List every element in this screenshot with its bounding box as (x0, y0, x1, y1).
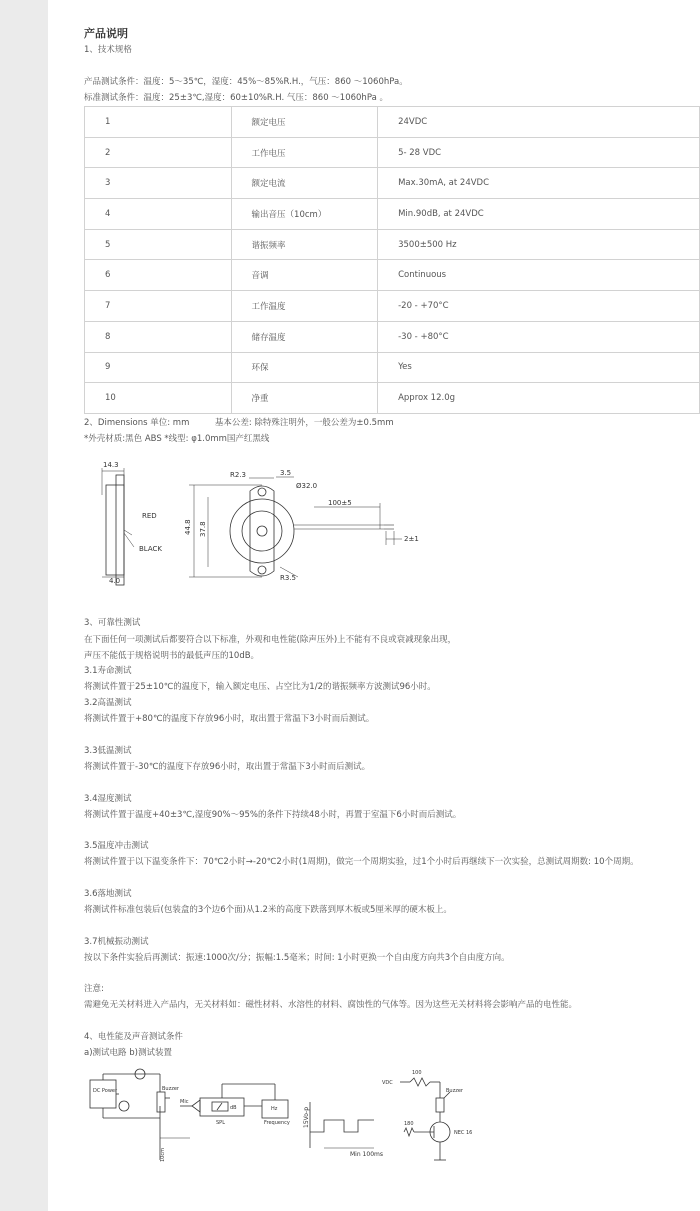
test-3-4-title: 3.4湿度测试 (84, 794, 132, 804)
section-2-title: 2、Dimensions 单位: mm 基本公差: 除特殊注明外，一般公差为±0.5mm (84, 418, 394, 428)
spec-item: 环保 (231, 352, 378, 383)
spec-item: 净重 (231, 383, 378, 414)
spec-item: 储存温度 (231, 321, 378, 352)
spec-no: 4 (85, 199, 232, 230)
section-1-title: 1、技术规格 (84, 45, 132, 55)
label-10cm: 10cm (160, 1148, 166, 1162)
spec-no: 6 (85, 260, 232, 291)
spec-row (85, 168, 700, 199)
spec-no: 1 (85, 107, 232, 138)
spec-value: 5- 28 VDC (378, 137, 700, 168)
label-r-180: 180 (404, 1121, 414, 1127)
note-title: 注意: (84, 984, 104, 994)
spec-row (85, 137, 700, 168)
spec-value: Approx 12.0g (378, 383, 700, 414)
test-3-7-body: 按以下条件实验后再测试：振速:1000次/分；振幅:1.5毫米；时间: 1小时更换一个自由度方向共3个自由度方向。 (84, 953, 510, 963)
label-spl: SPL (216, 1120, 225, 1126)
test-3-2-title: 3.2高温测试 (84, 698, 132, 708)
left-sidebar (0, 0, 48, 1211)
test-condition-product: 产品测试条件：温度：5～35℃，湿度：45%～85%R.H.，气压：860 ～1060hPa。 (84, 77, 408, 87)
spec-value: -30 - +80°C (378, 321, 700, 352)
spec-table (84, 106, 700, 414)
spec-item: 额定电流 (231, 168, 378, 199)
dim-3-5: 3.5 (280, 469, 292, 477)
dim-37-8: 37.8 (199, 521, 207, 537)
material-note: *外壳材质:黑色 ABS *线型: φ1.0mm国产红黑线 (84, 434, 270, 444)
label-nec: NEC 16 (454, 1130, 473, 1136)
label-15vop: 15Vo-p (303, 1106, 310, 1128)
spec-row (85, 352, 700, 383)
spec-row (85, 260, 700, 291)
label-buzzer-a: Buzzer (162, 1086, 179, 1092)
section-4-sub: a)测试电路 b)测试装置 (84, 1048, 172, 1058)
dim-2: 2±1 (404, 535, 419, 543)
label-buzzer-b: Buzzer (446, 1088, 463, 1094)
test-3-6-title: 3.6落地测试 (84, 889, 132, 899)
test-3-1-body: 将测试件置于25±10℃的温度下，输入额定电压、占空比为1/2的谐振频率方波测试96小时。 (84, 682, 436, 692)
label-db: dB (230, 1105, 237, 1111)
spec-item: 输出音压（10cm） (231, 199, 378, 230)
spec-value: Continuous (378, 260, 700, 291)
dim-r2-3: R2.3 (230, 471, 246, 479)
section-3-title: 3、可靠性测试 (84, 618, 141, 628)
label-vdc: VDC (382, 1080, 393, 1086)
label-mic: Mic (180, 1099, 189, 1105)
spec-no: 3 (85, 168, 232, 199)
spec-value: Yes (378, 352, 700, 383)
spec-item: 工作电压 (231, 137, 378, 168)
label-red: RED (142, 512, 157, 520)
spec-no: 9 (85, 352, 232, 383)
spec-value: Min.90dB, at 24VDC (378, 199, 700, 230)
section-4-title: 4、电性能及声音测试条件 (84, 1032, 183, 1042)
spec-row (85, 199, 700, 230)
test-3-1-title: 3.1寿命测试 (84, 666, 132, 676)
spec-row (85, 383, 700, 414)
spec-no: 8 (85, 321, 232, 352)
dimension-drawing (84, 455, 419, 595)
spec-row (85, 229, 700, 260)
dim-phi32: Ø32.0 (296, 482, 318, 490)
test-3-7-title: 3.7机械振动测试 (84, 937, 149, 947)
test-3-5-title: 3.5温度冲击测试 (84, 841, 149, 851)
test-condition-standard: 标准测试条件：温度：25±3℃,湿度：60±10%R.H. 气压：860 ～1060hPa 。 (84, 93, 388, 103)
test-3-4-body: 将测试件置于温度+40±3℃,湿度90%～95%的条件下持续48小时，再置于室温下6小时而后测试。 (84, 810, 462, 820)
dim-44-8: 44.8 (184, 519, 192, 535)
spec-no: 7 (85, 291, 232, 322)
spec-item: 额定电压 (231, 107, 378, 138)
label-min-100ms: Min 100ms (350, 1151, 383, 1158)
spec-item: 工作温度 (231, 291, 378, 322)
spec-value: 3500±500 Hz (378, 229, 700, 260)
test-3-3-title: 3.3低温测试 (84, 746, 132, 756)
spec-value: Max.30mA, at 24VDC (378, 168, 700, 199)
dim-14-3: 14.3 (103, 461, 119, 469)
spec-row (85, 321, 700, 352)
dim-4-0: 4.0 (109, 577, 121, 585)
label-frequency: Frequency (264, 1120, 290, 1126)
page-title: 产品说明 (84, 27, 128, 40)
test-3-5-body: 将测试件置于以下温变条件下：70℃2小时→-20℃2小时(1周期)，做完一个周期实验，过1个小时后再继续下一次实验，总测试周期数: 10个周期。 (84, 857, 639, 867)
spec-item: 谐振频率 (231, 229, 378, 260)
label-r-100: 100 (412, 1070, 422, 1076)
spec-no: 2 (85, 137, 232, 168)
note-body: 需避免无关材料进入产品内，无关材料如：磁性材料、水溶性的材料、腐蚀性的气体等。因为这些无关材料将会影响产品的电性能。 (84, 1000, 578, 1010)
label-hz: Hz (271, 1106, 278, 1112)
spec-no: 5 (85, 229, 232, 260)
spec-row (85, 291, 700, 322)
spec-row (85, 107, 700, 138)
dim-r3-5: R3.5 (280, 574, 296, 582)
spec-item: 音调 (231, 260, 378, 291)
spec-value: 24VDC (378, 107, 700, 138)
label-black: BLACK (139, 545, 163, 553)
spec-no: 10 (85, 383, 232, 414)
test-3-6-body: 将测试件标准包装后(包装盒的3个边6个面)从1.2米的高度下跌落到厚木板或5厘米厚的硬木板上。 (84, 905, 452, 915)
test-circuit-diagram (84, 1062, 484, 1172)
test-3-3-body: 将测试件置于-30℃的温度下存放96小时，取出置于常温下3小时而后测试。 (84, 762, 371, 772)
section-3-intro-2: 声压不能低于规格说明书的最低声压的10dB。 (84, 651, 260, 661)
test-3-2-body: 将测试件置于+80℃的温度下存放96小时，取出置于常温下3小时而后测试。 (84, 714, 375, 724)
spec-value: -20 - +70°C (378, 291, 700, 322)
label-dc-power: DC Power (93, 1088, 118, 1094)
section-3-intro-1: 在下面任何一项测试后都要符合以下标准，外观和电性能(除声压外)上不能有不良或衰减现象出现， (84, 635, 457, 645)
dim-100: 100±5 (328, 499, 352, 507)
